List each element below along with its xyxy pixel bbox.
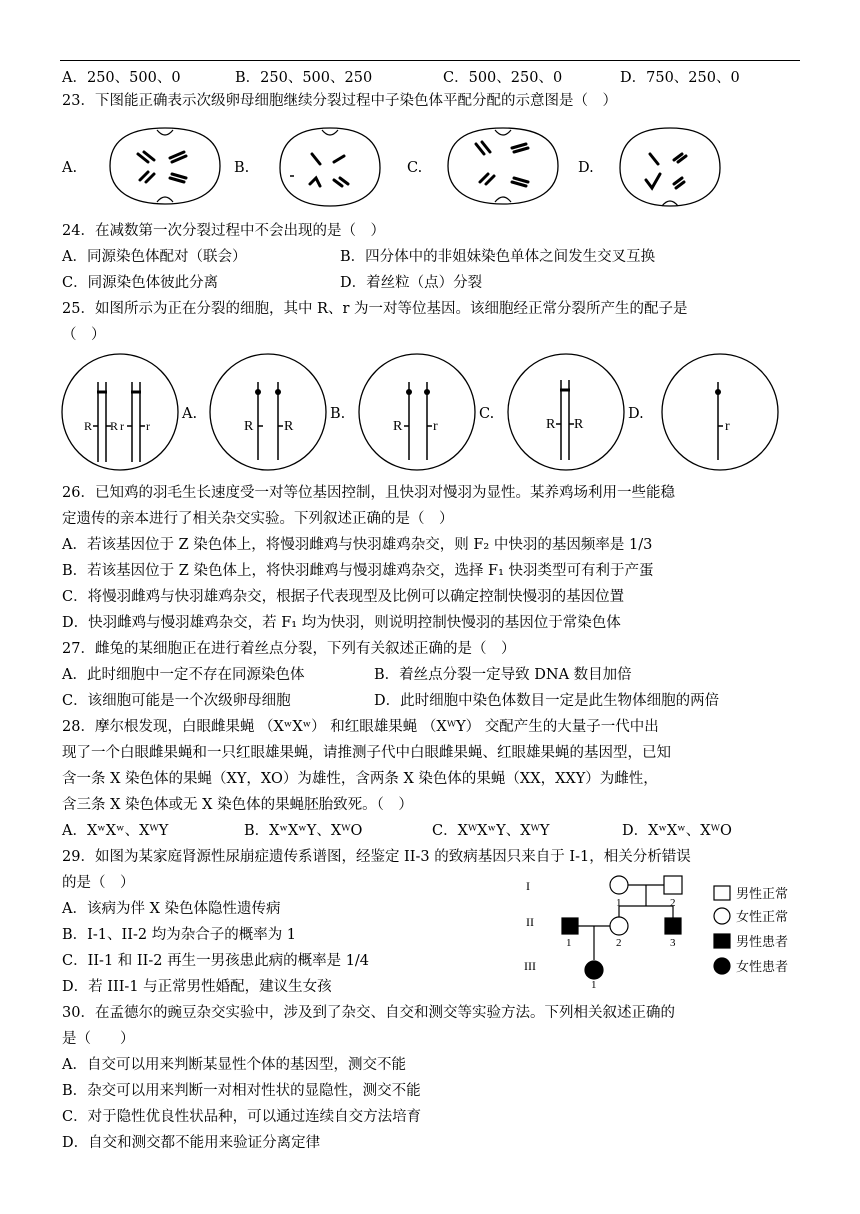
legend-female-affected-icon bbox=[714, 958, 730, 974]
q25-label-c: C. bbox=[479, 406, 495, 422]
generation-label: III bbox=[524, 959, 536, 973]
q30-option-c: C．对于隐性优良性状品种，可以通过连续自交方法培育 bbox=[62, 1109, 422, 1125]
q29-stem-line2: 的是（ ） bbox=[62, 875, 135, 891]
q28-option-c: C．XᵂXʷY、XᵂY bbox=[432, 823, 550, 839]
q25-label-b: B. bbox=[330, 406, 346, 422]
q25-gene-label: R bbox=[84, 419, 93, 433]
q25-gene-label: r bbox=[120, 419, 124, 433]
q25-original-cell bbox=[60, 352, 180, 472]
q23-label-d: D. bbox=[578, 160, 594, 176]
q25-stem-line1: 25．如图所示为正在分裂的细胞，其中 R、r 为一对等位基因。该细胞经正常分裂所产生的配子是 bbox=[62, 301, 688, 317]
generation-label: II bbox=[526, 915, 534, 929]
q25-cell-a bbox=[208, 352, 328, 472]
q26-option-d: D．快羽雌鸡与慢羽雄鸡杂交，若 F₁ 均为快羽，则说明控制快慢羽的基因位于常染色体 bbox=[62, 615, 621, 631]
legend-label: 女性患者 bbox=[736, 960, 789, 975]
q25-cell-b bbox=[357, 352, 477, 472]
q24-option-b: B．四分体中的非姐妹染色单体之间发生交叉互换 bbox=[340, 249, 656, 265]
q25-cell-d bbox=[660, 352, 780, 472]
q26-stem-line1: 26．已知鸡的羽毛生长速度受一对等位基因控制，且快羽对慢羽为显性。某养鸡场利用一些能稳 bbox=[62, 485, 675, 501]
q22-option-c: C．500、250、0 bbox=[443, 70, 563, 86]
q22-option-d: D．750、250、0 bbox=[620, 70, 740, 86]
individual-number: 1 bbox=[591, 979, 597, 988]
q25-gene-label: R bbox=[393, 419, 403, 434]
header-rule bbox=[60, 60, 800, 61]
q25-gene-label: r bbox=[433, 419, 438, 434]
q23-label-a: A. bbox=[62, 160, 78, 176]
q23-cell-b bbox=[270, 118, 390, 214]
q23-label-c: C. bbox=[407, 160, 423, 176]
q28-option-b: B．XʷXʷY、XᵂO bbox=[244, 823, 363, 839]
q23-cell-a bbox=[100, 118, 230, 214]
individual-number: 1 bbox=[616, 897, 622, 909]
q26-option-c: C．将慢羽雌鸡与快羽雄鸡杂交，根据子代表现型及比例可以确定控制快慢羽的基因位置 bbox=[62, 589, 625, 605]
q30-option-b: B．杂交可以用来判断一对相对性状的显隐性，测交不能 bbox=[62, 1083, 421, 1099]
legend-label: 男性正常 bbox=[736, 887, 789, 902]
individual-number: 2 bbox=[616, 937, 622, 949]
q26-option-a: A．若该基因位于 Z 染色体上，将慢羽雌鸡与快羽雄鸡杂交，则 F₂ 中快羽的基因频率是 1/3 bbox=[62, 537, 653, 553]
legend-label: 男性患者 bbox=[736, 935, 789, 950]
q29-option-d: D．若 III-1 与正常男性婚配，建议生女孩 bbox=[62, 979, 332, 995]
q30-option-a: A．自交可以用来判断某显性个体的基因型，测交不能 bbox=[62, 1057, 406, 1073]
q27-option-a: A．此时细胞中一定不存在同源染色体 bbox=[62, 667, 305, 683]
q25-gene-label: r bbox=[146, 419, 150, 433]
individual-number: 1 bbox=[566, 937, 572, 949]
legend-male-normal-icon bbox=[714, 886, 730, 900]
q29-option-b: B．I-1、II-2 均为杂合子的概率为 1 bbox=[62, 927, 297, 943]
q27-option-d: D．此时细胞中染色体数目一定是此生物体细胞的两倍 bbox=[374, 693, 720, 709]
q25-stem-line2: （ ） bbox=[62, 327, 106, 343]
q25-cell-c bbox=[506, 352, 626, 472]
q26-stem-line2: 定遗传的亲本进行了相关杂交实验。下列叙述正确的是（ ） bbox=[62, 511, 454, 527]
q25-gene-label: R bbox=[546, 417, 556, 432]
q28-option-d: D．XʷXʷ、XᵂO bbox=[622, 823, 732, 839]
q24-option-d: D．着丝粒（点）分裂 bbox=[340, 275, 483, 291]
q22-option-a: A．250、500、0 bbox=[62, 70, 181, 86]
q23-stem: 23．下图能正确表示次级卵母细胞继续分裂过程中子染色体平配分配的示意图是（ ） bbox=[62, 93, 617, 109]
q24-stem: 24．在减数第一次分裂过程中不会出现的是（ ） bbox=[62, 223, 385, 239]
q28-line2: 现了一个白眼雌果蝇和一只红眼雄果蝇，请推测子代中白眼雌果蝇、红眼雄果蝇的基因型，已知 bbox=[62, 745, 671, 761]
q25-label-a: A. bbox=[182, 406, 198, 422]
q24-option-c: C．同源染色体彼此分离 bbox=[62, 275, 219, 291]
legend-male-affected-icon bbox=[714, 934, 730, 948]
q24-option-a: A．同源染色体配对（联会） bbox=[62, 249, 247, 265]
individual-number: 2 bbox=[670, 897, 676, 909]
q27-option-b: B．着丝点分裂一定导致 DNA 数目加倍 bbox=[374, 667, 632, 683]
q28-line4: 含三条 X 染色体或无 X 染色体的果蝇胚胎致死。（ ） bbox=[62, 797, 413, 813]
q29-option-c: C．II-1 和 II-2 再生一男孩患此病的概率是 1/4 bbox=[62, 953, 370, 969]
legend-female-normal-icon bbox=[714, 908, 730, 924]
q29-pedigree-chart bbox=[518, 870, 808, 988]
q25-label-d: D. bbox=[628, 406, 644, 422]
q25-gene-label: R bbox=[110, 419, 119, 433]
q25-gene-label: r bbox=[725, 419, 730, 434]
generation-label: I bbox=[526, 879, 530, 893]
legend-label: 女性正常 bbox=[736, 910, 789, 925]
q25-gene-label: R bbox=[244, 419, 254, 434]
q28-line1: 28．摩尔根发现，白眼雌果蝇 （XʷXʷ） 和红眼雄果蝇 （XᵂY） 交配产生的大量子一代中出 bbox=[62, 719, 659, 735]
q29-stem-line1: 29．如图为某家庭肾源性尿崩症遗传系谱图，经鉴定 II-3 的致病基因只来自于 I-1，相关分析错误 bbox=[62, 849, 691, 865]
q27-option-c: C．该细胞可能是一个次级卵母细胞 bbox=[62, 693, 291, 709]
q30-option-d: D．自交和测交都不能用来验证分离定律 bbox=[62, 1135, 321, 1151]
individual-number: 3 bbox=[670, 937, 676, 949]
q23-label-b: B. bbox=[234, 160, 250, 176]
q23-cell-d bbox=[610, 118, 730, 214]
q29-option-a: A．该病为伴 X 染色体隐性遗传病 bbox=[62, 901, 281, 917]
q22-option-b: B．250、500、250 bbox=[235, 70, 373, 86]
q30-stem-line1: 30．在孟德尔的豌豆杂交实验中，涉及到了杂交、自交和测交等实验方法。下列相关叙述正确的 bbox=[62, 1005, 675, 1021]
q25-gene-label: R bbox=[574, 417, 584, 432]
q26-option-b: B．若该基因位于 Z 染色体上，将快羽雌鸡与慢羽雄鸡杂交，选择 F₁ 快羽类型可有利于产蛋 bbox=[62, 563, 654, 579]
q27-stem: 27．雌兔的某细胞正在进行着丝点分裂，下列有关叙述正确的是（ ） bbox=[62, 641, 516, 657]
q23-cell-c bbox=[438, 118, 568, 214]
q25-gene-label: R bbox=[284, 419, 294, 434]
q30-stem-line2: 是（ ） bbox=[62, 1031, 135, 1047]
q28-option-a: A．XʷXʷ、XᵂY bbox=[62, 823, 169, 839]
q28-line3: 含一条 X 染色体的果蝇（XY，XO）为雄性，含两条 X 染色体的果蝇（XX，XXY）为雌性， bbox=[62, 771, 658, 787]
